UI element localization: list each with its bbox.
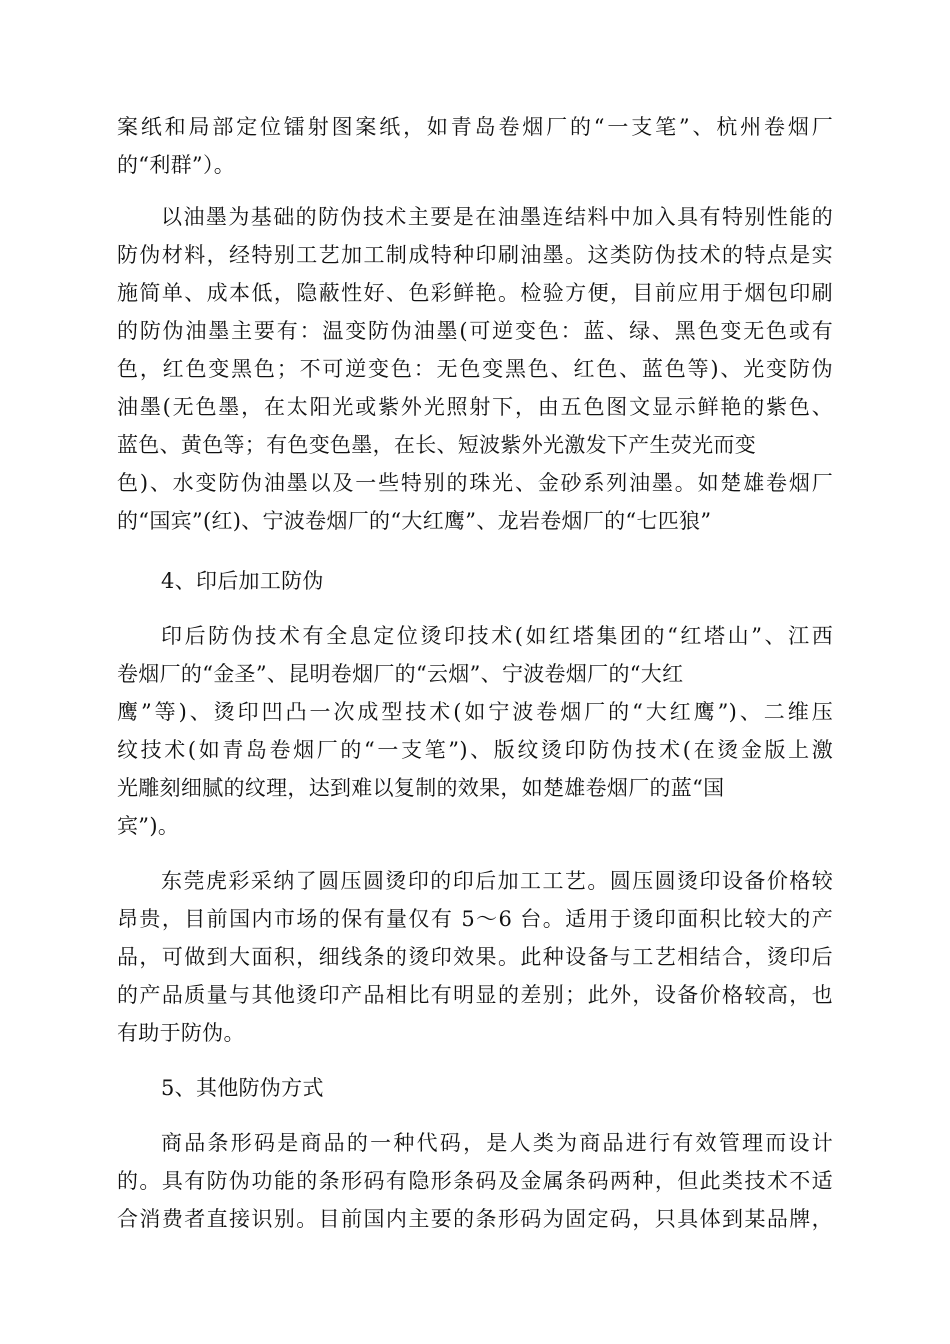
section-heading-4 — [117, 562, 833, 600]
paragraph-post-press — [117, 617, 833, 845]
text-line: 昂贵，目前国内市场的保有量仅有 5～6 台。适用于烫印面积比较大的产 — [117, 907, 833, 931]
text-line: 的“国宾”(红)、宁波卷烟厂的“大红鹰”、龙岩卷烟厂的“七匹狼” — [117, 509, 712, 533]
text-line: 合消费者直接识别。目前国内主要的条形码为固定码，只具体到某品牌， — [117, 1207, 833, 1231]
text-line: 东莞虎彩采纳了圆压圆烫印的印后加工工艺。圆压圆烫印设备价格较 — [161, 869, 833, 893]
heading-text: 4、印后加工防伪 — [161, 569, 324, 593]
paragraph-barcodes — [117, 1124, 833, 1238]
text-line: 印后防伪技术有全息定位烫印技术(如红塔集团的“红塔山”、江西 — [161, 624, 833, 648]
text-line: 宾”)。 — [117, 814, 180, 838]
text-line: 品，可做到大面积，细线条的烫印效果。此种设备与工艺相结合，烫印后 — [117, 945, 833, 969]
text-line: 商品条形码是商品的一种代码，是人类为商品进行有效管理而设计 — [161, 1131, 833, 1155]
text-line: 蓝色、黄色等；有色变色墨，在长、短波紫外光激发下产生荧光而变 — [117, 433, 756, 457]
paragraph-continuation — [117, 108, 833, 184]
text-line: 卷烟厂的“金圣”、昆明卷烟厂的“云烟”、宁波卷烟厂的“大红 — [117, 662, 684, 686]
heading-text: 5、其他防伪方式 — [161, 1076, 324, 1100]
paragraph-rotary-hot-stamping — [117, 862, 833, 1052]
text-line: 鹰”等)、烫印凹凸一次成型技术(如宁波卷烟厂的“大红鹰”)、二维压 — [117, 700, 833, 724]
text-line: 色)、水变防伪油墨以及一些特别的珠光、金砂系列油墨。如楚雄卷烟厂 — [117, 471, 833, 495]
text-line: 的“利群”）。 — [117, 153, 236, 177]
text-line: 的。具有防伪功能的条形码有隐形条码及金属条码两种，但此类技术不适 — [117, 1169, 833, 1193]
text-line: 的产品质量与其他烫印产品相比有明显的差别；此外，设备价格较高，也 — [117, 983, 833, 1007]
text-line: 的防伪油墨主要有：温变防伪油墨(可逆变色：蓝、绿、黑色变无色或有 — [117, 319, 833, 343]
text-line: 光雕刻细腻的纹理，达到难以复制的效果，如楚雄卷烟厂的蓝“国 — [117, 776, 725, 800]
text-line: 有助于防伪。 — [117, 1021, 245, 1045]
paragraph-ink-technology — [117, 198, 833, 540]
text-line: 以油墨为基础的防伪技术主要是在油墨连结料中加入具有特别性能的 — [161, 205, 833, 229]
text-line: 油墨(无色墨，在太阳光或紫外光照射下，由五色图文显示鲜艳的紫色、 — [117, 395, 833, 419]
section-heading-5 — [117, 1069, 833, 1107]
text-line: 防伪材料，经特别工艺加工制成特种印刷油墨。这类防伪技术的特点是实 — [117, 243, 833, 267]
text-line: 色，红色变黑色；不可逆变色：无色变黑色、红色、蓝色等)、光变防伪 — [117, 357, 833, 381]
text-line: 纹技术(如青岛卷烟厂的“一支笔”)、版纹烫印防伪技术(在烫金版上激 — [117, 738, 833, 762]
text-line: 案纸和局部定位镭射图案纸，如青岛卷烟厂的“一支笔”、杭州卷烟厂 — [117, 115, 833, 139]
text-line: 施简单、成本低，隐蔽性好、色彩鲜艳。检验方便，目前应用于烟包印刷 — [117, 281, 833, 305]
